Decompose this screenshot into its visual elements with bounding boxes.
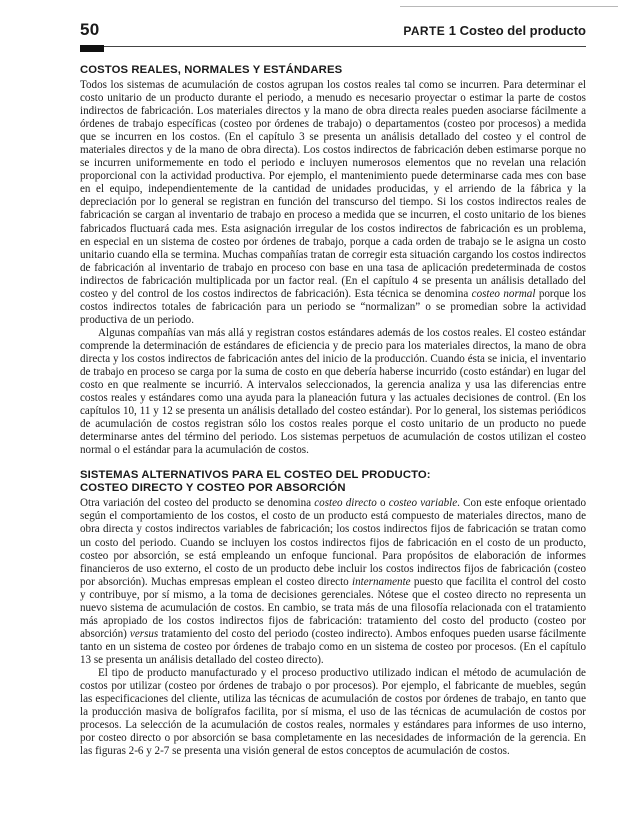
section-heading-line-2: COSTEO DIRECTO Y COSTEO POR ABSORCIÓN xyxy=(80,482,346,495)
paragraph xyxy=(80,327,586,457)
section-heading-line-1: SISTEMAS ALTERNATIVOS PARA EL COSTEO DEL PRODUCTO: xyxy=(80,469,431,482)
italic-term: internamente xyxy=(352,575,411,588)
part-label: PARTE xyxy=(403,24,446,38)
italic-term: costeo directo xyxy=(314,497,377,510)
text-run: porque los costos indirectos totales de fabricación para un periodo se “normalizan” o se promedian sobre la actividad productiva de un periodo. xyxy=(80,287,586,326)
text-run: El tipo de producto manufacturado y el proceso productivo utilizado indican el método de acumulación de costos por utilizar (costeo por órdenes de trabajo o por procesos). Por ejemplo, el fabricante de muebles, según las especificaciones del cliente, utiliza las técnicas de acumulación de costos por órdenes de trabajo, en tanto que la producción masiva de bolígrafos facilita, por sí misma, el uso de las técnicas de acumulación de costos por procesos. La selección de la acumulación de costos reales, normales y estándares para informes de uso interno, por costeo directo o por absorción se basa completamente en las necesidades de información de la gerencia. En las figuras 2-6 y 2-7 se presenta una visión general de estos conceptos de acumulación de costos. xyxy=(80,666,586,758)
page-number: 50 xyxy=(80,20,100,39)
text-run: tratamiento del costo del periodo (costeo indirecto). Ambos enfoques pueden usarse fácilmente tanto en un sistema de costeo por órdenes de trabajo como en un sistema de costeo por procesos. (En el capítulo 13 se presenta un análisis detallado del costeo directo). xyxy=(80,627,586,666)
text-run: Todos los sistemas de acumulación de costos agrupan los costos reales tal como se incurren. Para determinar el costo unitario de un producto durante el periodo, a menudo es necesario proyectar o estimar la parte de costos indirectos de fabricación. Los materiales directos y la mano de obra directa reales pueden asociarse fácilmente a órdenes de trabajo específicas (costeo por órdenes de trabajo) o departamentos (costeo por procesos) a medida que se incurren en los costos. (En el capítulo 3 se presenta un análisis detallado del costeo y el control de materiales directos y de la mano de obra directa). Los costos indirectos de fabricación deben estimarse porque no se incurren uniformemente en todo el periodo e incluyen numerosos elementos que no revelan una relación proporcional con la actividad productiva. Por ejemplo, el mantenimiento puede determinarse cada mes con base en el equipo, independientemente de la cantidad de unidades producidas, y el arriendo de la fábrica y la depreciación por lo general se registran en función del transcurso del tiempo. Si los costos indirectos reales de fabricación se cargan al inventario de trabajo en proceso a medida que se incurren, el costo unitario de los bienes fabricados fluctuará cada mes. Esta asignación irregular de los costos indirectos de fabricación es un problema, en especial en un sistema de costeo por órdenes de trabajo, porque a cada orden de trabajo se le asigna un costo unitario cuando ella se termina. Muchas compañías tratan de corregir esta situación cargando los costos indirectos de fabricación al inventario de trabajo en proceso con base en una tasa de aplicación predeterminada de costos indirectos de fabricación multiplicada por un factor real. (En el capítulo 4 se presenta un análisis detallado del costeo y del control de los costos indirectos de fabricación). Esta técnica se denomina xyxy=(80,79,586,300)
running-head xyxy=(403,23,586,38)
text-run: Otra variación del costeo del producto se denomina xyxy=(80,497,315,510)
text-run: . Con este enfoque orientado según el comportamiento de los costos, el costo de un producto está compuesto de materiales directos, mano de obra directa y costos indirectos variables de fabricación; los costos indirectos fijos de fabricación se tratan como un costo del periodo. Cuando se incluyen los costos indirectos fijos de fabricación en el costo de un producto, costeo por absorción, se está empleando un enfoque funcional. Para propósitos de elaboración de informes financieros de uso externo, el costo de un producto debe incluir los costos indirectos fijos de fabricación (costeo por absorción). Muchas empresas emplean el costeo directo xyxy=(80,497,587,588)
section-heading-costos: COSTOS REALES, NORMALES Y ESTÁNDARES xyxy=(80,64,343,76)
text-run: o xyxy=(376,497,389,510)
top-rule xyxy=(400,6,618,7)
header-block-mark xyxy=(80,45,104,52)
section-heading-sistemas xyxy=(80,469,586,495)
part-title: Costeo del producto xyxy=(459,23,586,38)
text-run: puesto que facilita el control del costo y contribuye, por sí mismo, a la toma de decisiones gerenciales. Nótese que el costeo directo no representa un nuevo sistema de acumulación de costos. En cambio, se trata más de una filosofía relacionada con el tratamiento más apropiado de los costos indirectos fijos de fabricación: tratamiento del costo del producto (costeo por absorción) xyxy=(80,575,586,640)
paragraph xyxy=(80,79,586,327)
text-run: Algunas compañías van más allá y registran costos estándares además de los costos reales. El costeo estándar comprende la determinación de estándares de eficiencia y de precio para los materiales directos, la mano de obra directa y los costos indirectos de fabricación antes del inicio de la producción. Cuando ésta se inicia, el inventario de trabajo en proceso se carga por la suma de costo en que debería haberse incurrido (costo estándar) en lugar del costo en que realmente se incurrió. A intervalos seleccionados, la gerencia analiza y usa las diferencias entre costos reales y estándares como una ayuda para la planeación futura y las actuales decisiones de control. (En los capítulos 10, 11 y 12 se presenta un análisis detallado del costeo estándar). Por lo general, los sistemas periódicos de acumulación de costos registran sólo los costos reales porque el costo unitario de un producto no puede determinarse antes del término del periodo. Los sistemas perpetuos de acumulación de costos utilizan el costeo normal o el estándar para la acumulación de costos. xyxy=(80,326,586,457)
part-number: 1 xyxy=(448,23,456,38)
article-body xyxy=(80,64,586,758)
paragraph xyxy=(80,667,586,758)
italic-term: costeo variable xyxy=(388,497,458,510)
header-rule xyxy=(80,46,586,47)
page-header xyxy=(80,20,586,42)
italic-term: costeo normal xyxy=(471,287,536,300)
paragraph xyxy=(80,497,586,667)
italic-term: versus xyxy=(129,627,159,640)
